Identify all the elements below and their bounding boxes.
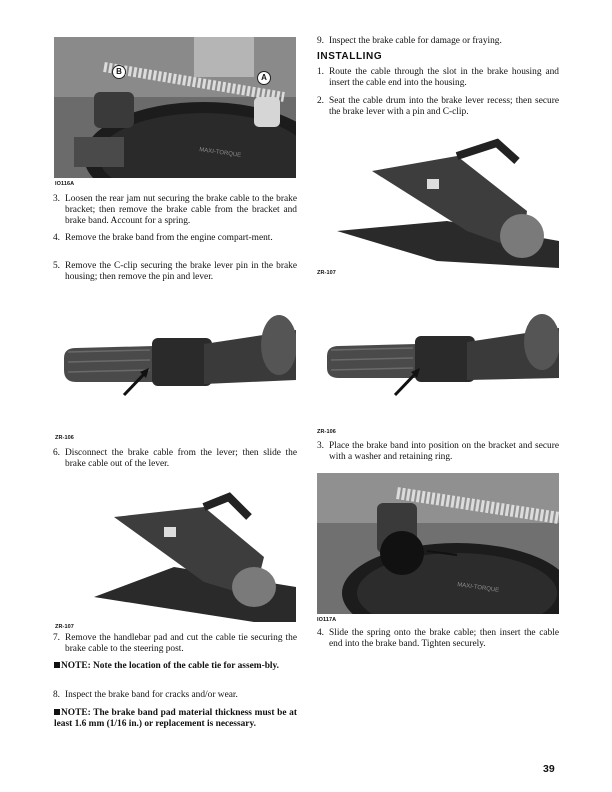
step-number: 1. <box>316 67 324 77</box>
photo-handlebar-angled <box>317 131 559 268</box>
note-text: NOTE: Note the location of the cable tie for assem-bly. <box>61 661 280 671</box>
page-number: 39 <box>543 763 555 775</box>
note-cable-tie <box>54 661 297 672</box>
photo-handlebar-grip <box>317 300 559 424</box>
figure-cable-drum-seat <box>317 131 559 268</box>
step-text: Route the cable through the slot in the brake housing and insert the cable end into the housing. <box>329 67 559 88</box>
figure-caption: ZR-107 <box>55 624 74 630</box>
note-bullet-icon <box>54 709 60 715</box>
note-bullet-icon <box>54 662 60 668</box>
step-number: 4. <box>316 628 324 638</box>
step-text: Slide the spring onto the brake cable; then insert the cable end into the brake band. Tighten securely. <box>329 628 559 649</box>
step-text: Remove the C-clip securing the brake lever pin in the brake housing; then remove the pin and lever. <box>65 261 297 282</box>
callout-a: A <box>257 71 271 85</box>
step-text: Remove the brake band from the engine compart-ment. <box>65 233 273 243</box>
figure-caption: IO116A <box>55 181 75 187</box>
figure-brake-band-removal <box>54 37 296 178</box>
figure-caption: ZR-107 <box>317 270 336 276</box>
figure-caption: ZR-106 <box>317 429 336 435</box>
step-text: Inspect the brake band for cracks and/or wear. <box>65 690 238 700</box>
step-text: Seat the cable drum into the brake lever recess; then secure the brake lever with a pin and C-clip. <box>329 96 559 117</box>
section-heading-installing: INSTALLING <box>317 51 383 62</box>
figure-caption: ZR-106 <box>55 435 74 441</box>
step-text: Remove the handlebar pad and cut the cable tie securing the brake cable to the steering post. <box>65 633 297 654</box>
figure-brake-cable-lever <box>54 487 296 622</box>
note-pad-thickness <box>54 708 297 730</box>
step-number: 3. <box>316 441 324 451</box>
step-number: 5. <box>52 261 60 271</box>
step-number: 4. <box>52 233 60 243</box>
figure-brake-lever-pin <box>54 300 296 432</box>
step-number: 8. <box>52 690 60 700</box>
step-number: 6. <box>52 448 60 458</box>
step-text: Disconnect the brake cable from the lever; then slide the brake cable out of the lever. <box>65 448 297 469</box>
note-text: NOTE: The brake band pad material thickness must be at least 1.6 mm (1/16 in.) or replacement is necessary. <box>54 708 297 729</box>
figure-stamp-text: MAXI-TORQUE <box>198 147 242 159</box>
callout-b: B <box>112 65 126 79</box>
step-text: Place the brake band into position on the bracket and secure with a washer and retaining ring. <box>329 441 559 462</box>
photo-handlebar-angled <box>54 487 296 622</box>
step-number: 9. <box>316 36 324 46</box>
figure-brake-lever-install <box>317 300 559 424</box>
photo-brake-band-spring <box>54 37 296 178</box>
photo-brake-band-spring <box>317 473 559 614</box>
step-text: Inspect the brake cable for damage or fraying. <box>329 36 502 46</box>
step-number: 2. <box>316 96 324 106</box>
figure-caption: IO117A <box>317 617 337 623</box>
step-number: 7. <box>52 633 60 643</box>
figure-stamp-text: MAXI-TORQUE <box>456 582 500 594</box>
photo-handlebar-grip <box>54 300 296 432</box>
step-text: Loosen the rear jam nut securing the brake cable to the brake bracket; then remove the brake cable from the bracket and brake band. Account for a spring. <box>65 194 297 226</box>
step-number: 3. <box>52 194 60 204</box>
figure-brake-band-install <box>317 473 559 614</box>
